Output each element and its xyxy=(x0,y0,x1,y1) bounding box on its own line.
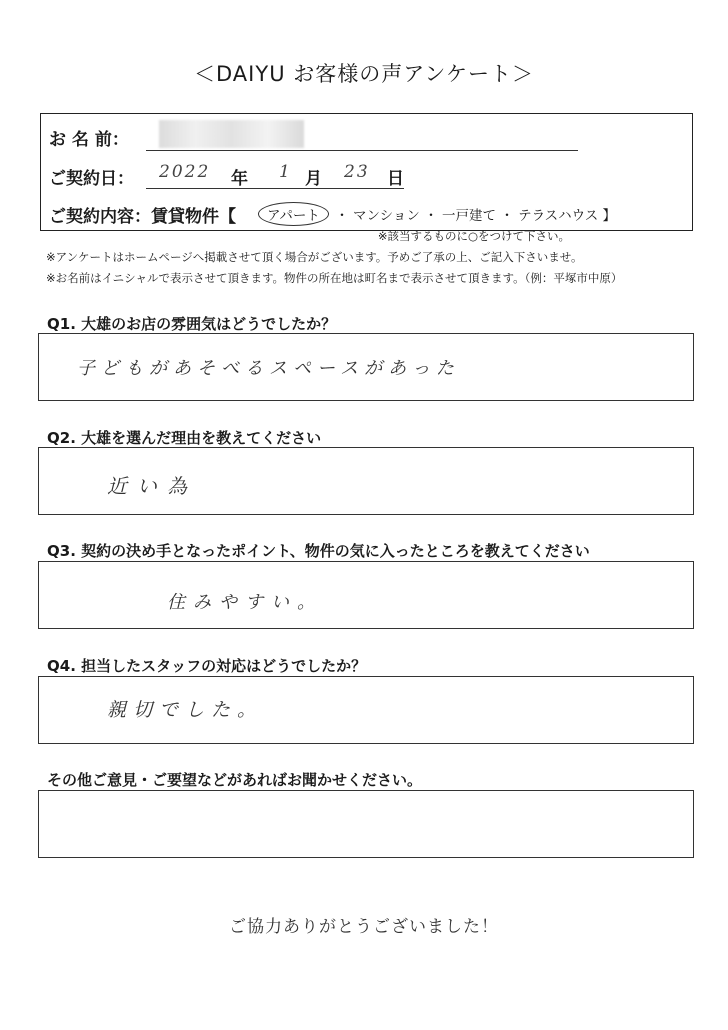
question-2-label: Q2. 大雄を選んだ理由を教えてください xyxy=(47,429,322,447)
disclaimer-1: ※アンケートはホームページへ掲載させて頂く場合がございます。予めご了承の上、ご記入下さいませ。 xyxy=(46,250,583,264)
answer-4-text: 親切でした。 xyxy=(107,699,264,721)
answer-3-text: 住みやすい。 xyxy=(167,592,323,613)
contract-options xyxy=(256,202,616,226)
contract-note: ※該当するものに○をつけて下さい。 xyxy=(377,229,570,243)
date-day: 23 xyxy=(344,162,370,182)
redacted-name xyxy=(159,120,304,148)
answer-2-text: 近い為 xyxy=(107,474,197,498)
survey-title: ＜DAIYU お客様の声アンケート＞ xyxy=(194,62,534,86)
question-3-label: Q3. 契約の決め手となったポイント、物件の気に入ったところを教えてください xyxy=(47,542,590,560)
comments-label: その他ご意見・ご要望などがあればお聞かせください。 xyxy=(47,771,423,789)
date-year: 2022 xyxy=(159,162,211,182)
customer-info-box xyxy=(40,113,693,231)
name-underline xyxy=(146,150,578,151)
comments-box xyxy=(38,790,694,858)
disclaimer-2: ※お名前はイニシャルで表示させて頂きます。物件の所在地は町名まで表示させて頂きます。（例：平塚市中原） xyxy=(46,271,623,285)
contract-label: ご契約内容：賃貸物件【 xyxy=(49,207,236,227)
date-label: ご契約日： xyxy=(49,169,134,189)
question-4-label: Q4. 担当したスタッフの対応はどうでしたか？ xyxy=(47,657,367,675)
answer-2-box xyxy=(38,447,694,515)
date-value xyxy=(159,162,409,189)
thanks-message: ご協力ありがとうございました！ xyxy=(229,917,499,937)
option-others: ・ マンション ・ 一戸建て ・ テラスハウス 】 xyxy=(335,208,617,224)
date-month: 1 xyxy=(279,162,290,182)
month-suffix: 月 xyxy=(305,169,322,189)
answer-4-box xyxy=(38,676,694,744)
year-suffix: 年 xyxy=(231,169,248,189)
question-1-label: Q1. 大雄のお店の雰囲気はどうでしたか？ xyxy=(47,315,337,333)
day-suffix: 日 xyxy=(387,169,404,189)
date-underline xyxy=(146,188,404,189)
name-label: お 名 前： xyxy=(49,130,129,150)
answer-3-box xyxy=(38,561,694,629)
answer-1-box xyxy=(38,333,694,401)
answer-1-text: 子どもがあそべるスペースがあった xyxy=(77,358,460,379)
option-apartment-circled: アパート xyxy=(258,202,329,226)
